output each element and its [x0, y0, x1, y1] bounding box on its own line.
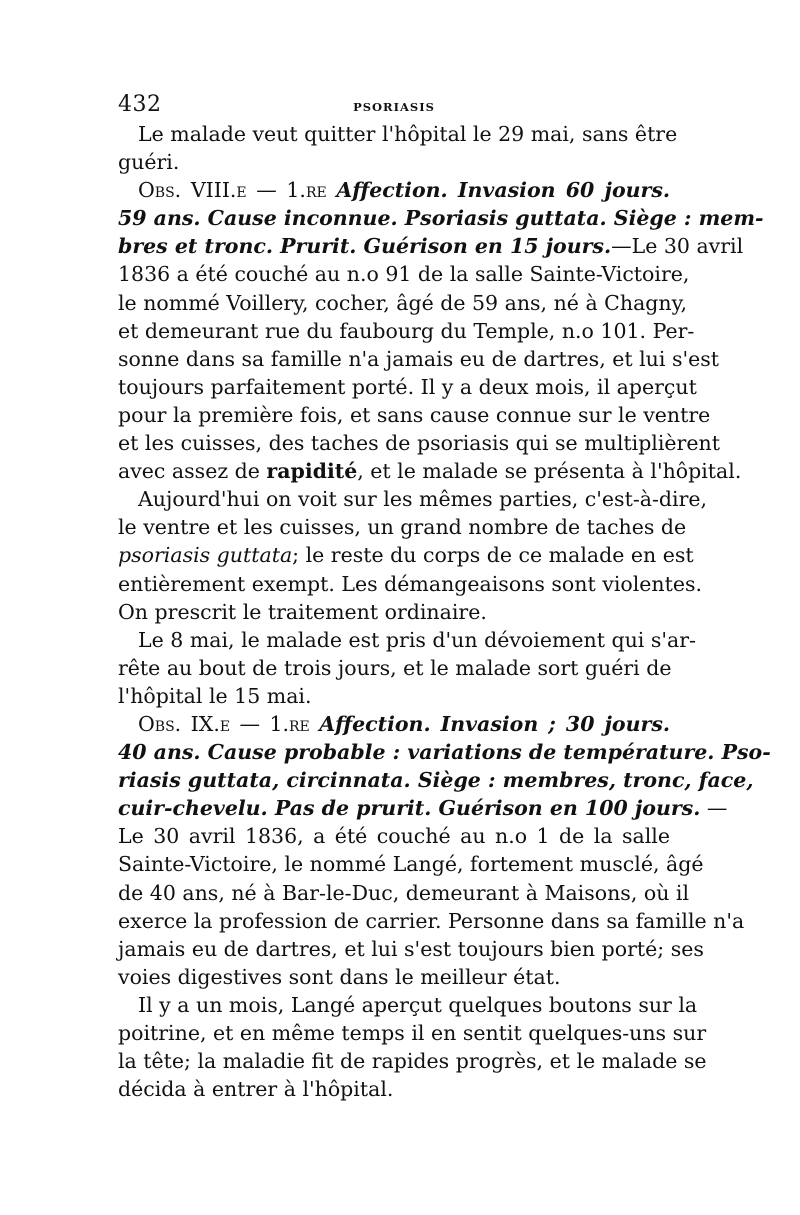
text-line	[118, 991, 698, 1019]
text-segment: de 40 ans, né à Bar-le-Duc, demeurant à Maisons, où il	[118, 880, 690, 905]
text-line	[118, 176, 670, 204]
text-line	[118, 626, 696, 654]
text-line	[118, 541, 694, 569]
text-line	[118, 373, 697, 401]
text-segment: Obs. IX.e — 1.re	[138, 711, 320, 736]
page-header	[118, 92, 670, 120]
text-segment: rapidité	[266, 459, 358, 484]
text-line	[118, 485, 708, 513]
text-segment: —	[700, 796, 728, 821]
text-segment: et demeurant rue du faubourg du Temple, n.o 101. Per-	[118, 318, 695, 343]
text-line	[118, 822, 670, 850]
text-line	[118, 850, 704, 878]
text-segment: Affection. Invasion ; 30 jours.	[319, 711, 670, 736]
text-line	[118, 457, 742, 485]
text-line	[118, 289, 687, 317]
text-segment: l'hôpital le 15 mai.	[118, 683, 312, 708]
body-text	[118, 120, 771, 1103]
text-segment: —Le 30 avril	[611, 234, 744, 259]
text-line	[118, 232, 744, 260]
text-line	[118, 907, 745, 935]
text-segment: 40 ans. Cause probable : variations de température. Pso-	[118, 740, 771, 765]
text-line	[118, 654, 670, 682]
text-segment: Il y a un mois, Langé aperçut quelques boutons sur la	[138, 992, 698, 1017]
text-segment: Sainte-Victoire, le nommé Langé, fortement musclé, âgé	[118, 852, 704, 877]
running-title: PSORIASIS	[353, 100, 435, 114]
text-line	[118, 710, 670, 738]
text-segment: Affection. Invasion 60 jours.	[336, 178, 670, 203]
text-segment: ; le reste du corps de ce malade en est	[292, 543, 694, 568]
text-segment: On prescrit le traitement ordinaire.	[118, 599, 487, 624]
text-segment: pour la première fois, et sans cause connue sur le ventre	[118, 402, 711, 427]
text-line	[118, 317, 695, 345]
text-line	[118, 570, 703, 598]
text-segment: Le malade veut quitter l'hôpital le 29 mai, sans être	[138, 122, 678, 146]
text-segment: Aujourd'hui on voit sur les mêmes parties, c'est-à-dire,	[138, 487, 708, 512]
text-segment: 1836 a été couché au n.o 91 de la salle Sainte-Victoire,	[118, 262, 690, 287]
text-segment: le nommé Voillery, cocher, âgé de 59 ans, né à Chagny,	[118, 290, 687, 315]
text-segment: psoriasis guttata	[118, 543, 293, 568]
text-line	[118, 1075, 670, 1103]
text-line	[118, 513, 687, 541]
text-segment: 59 ans. Cause inconnue. Psoriasis guttata. Siège : mem-	[118, 206, 764, 231]
text-segment: la tête; la maladie fit de rapides progrès, et le malade se	[118, 1049, 707, 1074]
text-line	[118, 204, 764, 232]
text-segment: Obs. VIII.e — 1.re	[138, 178, 337, 203]
text-line	[118, 260, 690, 288]
book-page	[118, 92, 771, 1103]
text-line	[118, 598, 670, 626]
text-segment: Le 8 mai, le malade est pris d'un dévoiement qui s'ar-	[138, 627, 696, 652]
text-segment: le ventre et les cuisses, un grand nombre de taches de	[118, 515, 687, 540]
text-segment: cuir-chevelu. Pas de prurit. Guérison en 100 jours.	[118, 796, 701, 821]
text-line	[118, 429, 720, 457]
text-line	[118, 935, 704, 963]
text-segment: toujours parfaitement porté. Il y a deux mois, il aperçut	[118, 374, 697, 399]
text-line	[118, 879, 690, 907]
text-line	[118, 148, 670, 176]
text-line	[118, 794, 728, 822]
text-line	[118, 1047, 707, 1075]
text-line	[118, 766, 754, 794]
text-segment: riasis guttata, circinnata. Siège : membres, tronc, face,	[118, 768, 754, 793]
text-segment: sonne dans sa famille n'a jamais eu de dartres, et lui s'est	[118, 346, 719, 371]
text-line	[118, 963, 670, 991]
text-line	[118, 120, 678, 148]
text-segment: guéri.	[118, 150, 180, 175]
text-line	[118, 345, 719, 373]
text-segment: exerce la profession de carrier. Personne dans sa famille n'a	[118, 908, 745, 933]
text-line	[118, 1019, 707, 1047]
text-segment: bres et tronc. Prurit. Guérison en 15 jours.	[118, 234, 612, 259]
text-segment: et les cuisses, des taches de psoriasis qui se multiplièrent	[118, 431, 720, 456]
text-line	[118, 738, 771, 766]
text-segment: rête au bout de trois jours, et le malade sort guéri de	[118, 655, 672, 680]
text-segment: entièrement exempt. Les démangeaisons sont violentes.	[118, 571, 703, 596]
text-segment: poitrine, et en même temps il en sentit quelques-uns sur	[118, 1021, 707, 1045]
text-segment: jamais eu de dartres, et lui s'est toujours bien porté; ses	[118, 936, 704, 961]
page-number: 432	[118, 92, 162, 117]
text-segment: Le 30 avril 1836, a été couché au n.o 1 de la salle	[118, 824, 670, 849]
text-line	[118, 682, 670, 710]
text-segment: , et le malade se présenta à l'hôpital.	[357, 459, 742, 484]
text-segment: voies digestives sont dans le meilleur état.	[118, 964, 561, 989]
text-segment: avec assez de	[118, 459, 267, 484]
text-line	[118, 401, 711, 429]
text-segment: décida à entrer à l'hôpital.	[118, 1077, 394, 1102]
